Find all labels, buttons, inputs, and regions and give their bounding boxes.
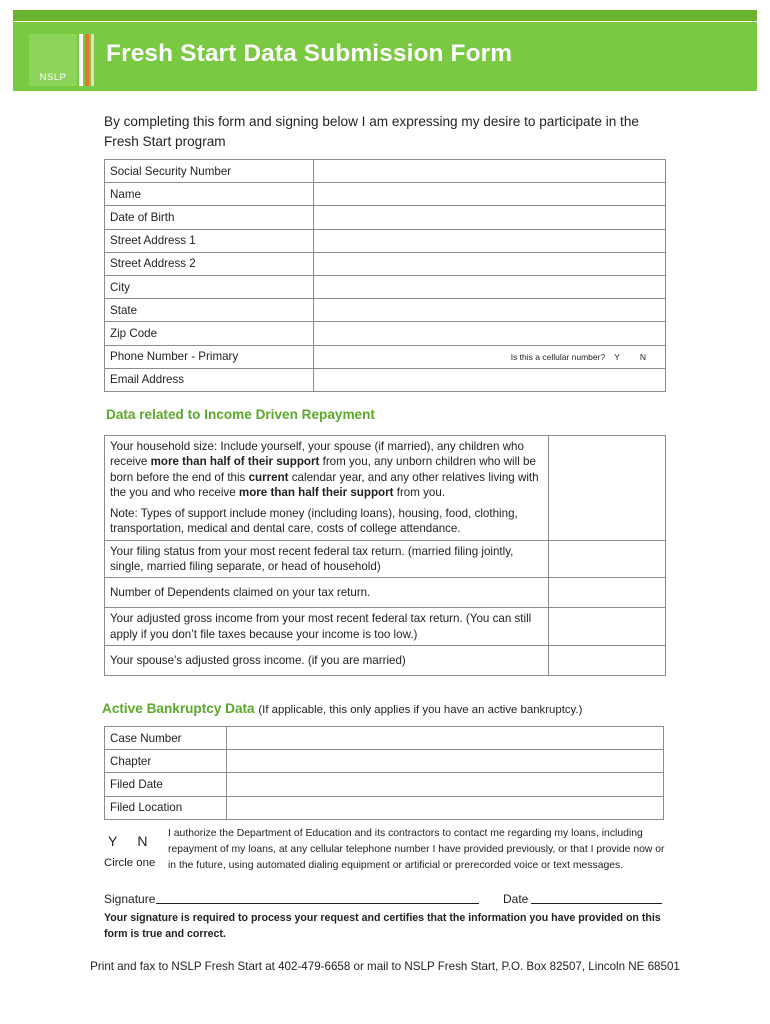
consent-text: I authorize the Department of Education and its contractors to contact me regarding my loans, including repayment of my loans, at any cellular telephone number I have provided previously, or that I provide now or in the future, using automated dialing equipment or artificial or prerecorded voice or text messages. <box>168 828 665 871</box>
consent-no-option[interactable]: N <box>137 833 148 849</box>
field-label-zip: Zip Code <box>105 322 314 345</box>
field-label-name: Name <box>105 183 314 206</box>
email-input[interactable] <box>314 368 666 391</box>
page-title: Fresh Start Data Submission Form <box>106 40 513 67</box>
bankruptcy-note: (If applicable, this only applies if you have an active bankruptcy.) <box>258 704 583 716</box>
spouse-agi-input[interactable] <box>549 645 666 675</box>
table-row <box>105 796 664 819</box>
signature-line[interactable] <box>156 903 479 904</box>
table-row <box>105 206 666 229</box>
street-address-2-input[interactable] <box>314 252 666 275</box>
agi-input[interactable] <box>549 608 666 646</box>
filing-status-label: Your filing status from your most recent federal tax return. (married filing jointly, single, married filing separate, or head of household) <box>105 540 549 578</box>
field-label-email: Email Address <box>105 368 314 391</box>
field-label-case-number: Case Number <box>105 727 227 750</box>
income-table <box>104 435 666 676</box>
table-row <box>105 727 664 750</box>
field-label-filed-date: Filed Date <box>105 773 227 796</box>
table-row <box>105 540 666 578</box>
footer-instructions: Print and fax to NSLP Fresh Start at 402-479-6658 or mail to NSLP Fresh Start, P.O. Box 82507, Lincoln NE 68501 <box>90 960 680 973</box>
dependents-input[interactable] <box>549 578 666 608</box>
table-row <box>105 299 666 322</box>
dependents-label: Number of Dependents claimed on your tax return. <box>105 578 549 608</box>
table-row <box>105 608 666 646</box>
filed-location-input[interactable] <box>227 796 664 819</box>
signature-label: Signature <box>104 892 156 906</box>
household-size-label: Your household size: Include yourself, your spouse (if married), any children who receive more than half of their support from you, any unborn children who will be born before the end of this current calendar year, and any other relatives living with the you and who receive more than half their support from you. Note: Types of support include money (including loans), housing, food, clothing, transportation, medical and dental care, costs of college attendance. <box>105 436 549 541</box>
cellular-no-option[interactable]: N <box>639 351 646 362</box>
field-label-state: State <box>105 299 314 322</box>
header-top-strip <box>13 10 757 21</box>
personal-info-table <box>104 159 666 392</box>
table-row <box>105 645 666 675</box>
case-number-input[interactable] <box>227 727 664 750</box>
table-row <box>105 773 664 796</box>
table-row <box>105 368 666 391</box>
cellular-yes-option[interactable]: Y <box>614 351 620 362</box>
filed-date-input[interactable] <box>227 773 664 796</box>
ssn-input[interactable] <box>314 160 666 183</box>
support-note: Note: Types of support include money (including loans), housing, food, clothing, transportation, medical and dental care, costs of college attendance. <box>110 507 518 536</box>
field-label-phone: Phone Number - Primary <box>105 345 314 368</box>
chapter-input[interactable] <box>227 750 664 773</box>
nslp-logo <box>29 34 97 86</box>
table-row <box>105 275 666 298</box>
cellular-question: Is this a cellular number? <box>510 351 606 362</box>
city-input[interactable] <box>314 275 666 298</box>
consent-yes-option[interactable]: Y <box>108 833 118 849</box>
logo-text: NSLP <box>39 72 67 83</box>
field-label-ssn: Social Security Number <box>105 160 314 183</box>
table-row <box>105 183 666 206</box>
table-row <box>105 322 666 345</box>
agi-label: Your adjusted gross income from your most recent federal tax return. (You can still apply if you don’t file taxes because your income is too low.) <box>105 608 549 646</box>
name-input[interactable] <box>314 183 666 206</box>
street-address-1-input[interactable] <box>314 229 666 252</box>
table-row <box>105 436 666 541</box>
field-label-chapter: Chapter <box>105 750 227 773</box>
phone-input[interactable] <box>314 345 666 368</box>
spouse-agi-label: Your spouse’s adjusted gross income. (if you are married) <box>105 645 549 675</box>
bankruptcy-table <box>104 726 664 820</box>
field-label-street2: Street Address 2 <box>105 252 314 275</box>
consent-choice <box>108 833 147 849</box>
table-row <box>105 160 666 183</box>
date-label: Date <box>503 892 529 906</box>
circle-one-label: Circle one <box>104 857 156 869</box>
table-row <box>105 229 666 252</box>
dob-input[interactable] <box>314 206 666 229</box>
table-row <box>105 750 664 773</box>
household-size-input[interactable] <box>549 436 666 541</box>
table-row <box>105 345 666 368</box>
state-input[interactable] <box>314 299 666 322</box>
field-label-city: City <box>105 275 314 298</box>
signature-requirement: Your signature is required to process your request and certifies that the information you have provided on this form is true and correct. <box>104 912 661 940</box>
bankruptcy-section-heading: Active Bankruptcy Data (If applicable, this only applies if you have an active bankruptcy.) <box>102 701 583 716</box>
table-row <box>105 252 666 275</box>
field-label-dob: Date of Birth <box>105 206 314 229</box>
filing-status-input[interactable] <box>549 540 666 578</box>
income-section-heading: Data related to Income Driven Repayment <box>106 407 375 422</box>
zip-code-input[interactable] <box>314 322 666 345</box>
field-label-filed-location: Filed Location <box>105 796 227 819</box>
field-label-street1: Street Address 1 <box>105 229 314 252</box>
table-row <box>105 578 666 608</box>
intro-text: By completing this form and signing below I am expressing my desire to participate in the Fresh Start program <box>104 114 639 149</box>
date-line[interactable] <box>531 903 662 904</box>
